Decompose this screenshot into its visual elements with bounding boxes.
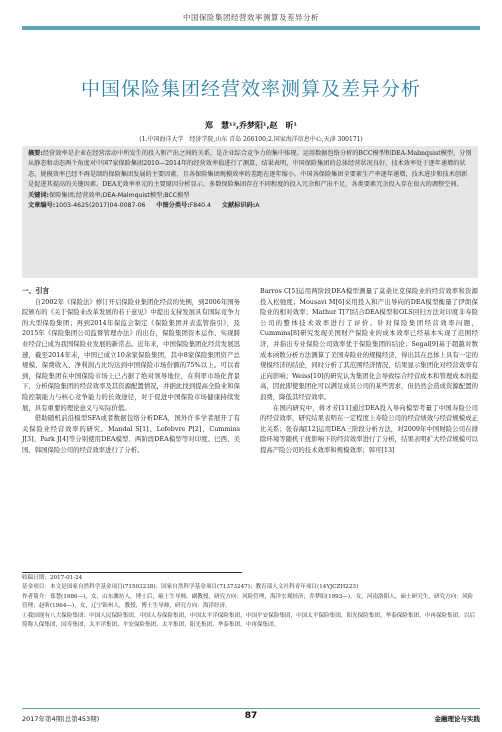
received-date: 收稿日期：2017-01-24 (22, 575, 83, 581)
paragraph: Barros C[5]运用两阶段DEA模型测量了莫桑比克保险业的经营效率和资源投入松弛度；Mousavi M[6]采用投入和产出导向的DEA模型衡量了伊朗保险业的相对效率；Mathur T[7]结合DEA模型和OLS回归方法对印度非寿险公司的整体技术效率进行了评价。针对保险集团经营效率问题，Cummins[8]研究发现美国财产保险业的成本效率已经基本实现了范围经济，并指出专业保险公司效率优于保险集团的结论；Segal[9]基于超越对数成本函数分析方法测算了美国寿险业的规模经济，得出其在总体上具有一定的规模经济的结论，同时分析了其范围经济情况，结果显示集团化对经营效率有正向影响；Weiss[10]的研究认为集团化会导致综合经营成本和管理成本的提高，因此即使集团化可以满足成员公司的某些需求，但仍然会造成资源配置的浪费，降低其经营效率。 (260, 287, 478, 401)
footnotes (22, 574, 478, 630)
journal-name: 金融理论与实践 (434, 715, 480, 723)
abstract-text: 经营效率是企业在经营活动中所发生的投入和产出之间的关系，是企业综合竞争力的集中体现。运用数据包络分析的BCC模型和DEA-Malmquist模型，分别从静态和动态两个角度对中国7家保险集团2010—2014年的经营效率值进行了测算，结果表明，中国保险集团的总体经营状况良好，技术效率处于逐年递增的状态，规模效率已经不再是制约保险集团发展的主要因素，且各保险集团规模效率的差距在逐年缩小。中国各保险集团全要素生产率逐年递增，技术进步和技术创新是促进其提高的关键因素。DEA无效率单元的主要原因分析显示，多数保险集团存在不同程度的投入冗余和产出不足，各类要素冗余投入存在很大的调整空间。 (28, 150, 472, 189)
header-rule (22, 26, 480, 30)
doc-code-label: 文献标识码: (221, 202, 256, 210)
abstract-label: 摘要: (28, 150, 43, 157)
article-no: 1003-4625(2017)04-0087-06 (55, 202, 146, 210)
article-title: 中国保险集团经营效率测算及差异分析 (80, 78, 421, 100)
keywords-line (28, 191, 472, 201)
abstract-box (22, 146, 478, 278)
paragraph: 自2002年《保险法》修订开启保险业集团化经营的先例，到2006年国务院颁布的《关于保险业改革发展的若干意见》中提出支持发展具有国际竞争力的大型保险集团；再到2014年保监会制定《保险集团并表监管指引》，及2015年《保险集团公司监督管理办法》的出台，保险集团资本运作、实现跨业经营已成为我国保险业发展的新常态。近年来，中国保险集团化经营发展迅速，截至2014年末，中国已成立10余家保险集团，其中8家保险集团资产总规模、保费收入、净利润占比均达到中国保险市场份额的75%以上。可以看到，保险集团在中国保险市场上已占据了绝对领导地位，在利率市场化背景下，分析保险集团的经营效率及其资源配置情况，并据此找到提高全险业和保险控制能力与核心竞争能力的长效途径，对于促进中国保险市场健康持续发展，具有重要的理论意义与实际价值。 (22, 297, 240, 412)
abstract (28, 149, 472, 191)
footnote-note: ①我国现有八大保险集团：中国人民保险集团，中国人寿保险集团，中国太平洋保险集团，中国平安保险集团，中国太平保险集团，阳光保险集团，华泰保险集团，中再保险集团。以后简称人保集团，国寿集团，太平洋集团，平安保险集团，太平集团，阳光集团，华泰集团，中再保集团。 (22, 612, 476, 629)
paragraph: 在国内研究中，蒋才芳[11]通过DEA投入导向模型考量了中国寿险公司的经营效率，研究结果表明在一定程度上寿险公司的经营绩效与经营规模成正比关系；张春海[12]运用DEA三阶段分析方法，对2009年中国财险公司在排除环境等随机干扰影响下的经营效率进行了分析，结果表明扩大经营规模可以提高产险公司的技术效率和规模效率；韩可[13] (260, 403, 478, 454)
article-meta-line (28, 201, 472, 211)
affiliation: (1.中国海洋大学 经济学院,山东 青岛 266100;2.国家海洋信息中心,天津 300171) (139, 136, 363, 143)
fund-info: 基金项目：本文是国家自然科学基金项目(71503238)；国家自然科学基金项目(71373247)；教育部人文社科青年项目(14YJCZH223) (22, 584, 359, 591)
running-head: 中国保险集团经营效率测算及差异分析 (183, 13, 319, 22)
author-bio: 作者简介：郑慧(1986—)，女，山东潍坊人，博士后，硕士生导师，副教授，研究方向：风险管理，海洋宏观经济；乔梦阳(1993—)，女，河南洛阳人，硕士研究生，研究方向：风险管理；赵昕(1964—)，女，辽宁锦州人，教授，博士生导师，研究方向：海洋经济。 (22, 593, 474, 610)
doc-code: A (255, 202, 260, 210)
issue-info: 2017年第4期(总第453期) (22, 715, 100, 723)
footer-rule (22, 708, 480, 709)
clc: F840.4 (189, 202, 211, 210)
keywords-label: 关键词: (28, 191, 50, 199)
section-heading: 一、引言 (22, 287, 50, 295)
clc-label: 中图分类号: (156, 202, 190, 210)
right-column (260, 286, 478, 456)
article-no-label: 文章编号: (28, 202, 56, 210)
authors: 郑 慧¹²,乔梦阳¹,赵 昕¹ (204, 121, 298, 130)
footnote-rule (22, 572, 242, 573)
left-column (22, 286, 240, 456)
page-number: 87 (244, 711, 258, 721)
paragraph: 借助随机前沿模型SFA或者数据包络分析DEA，国外许多学者展开了有关保险业经营效率的研究。Mandal S[1]、Lefebvre P[2]、Cummins J[3]、Park J[4]等分别使用DEA模型、两阶段DEA模型等对印度、巴西、美国、韩国保险公司的经营效率进行了分析。 (22, 414, 240, 454)
keywords: 保险集团;经营效率;DEA-Malmquist模型;BCC模型 (49, 191, 190, 199)
